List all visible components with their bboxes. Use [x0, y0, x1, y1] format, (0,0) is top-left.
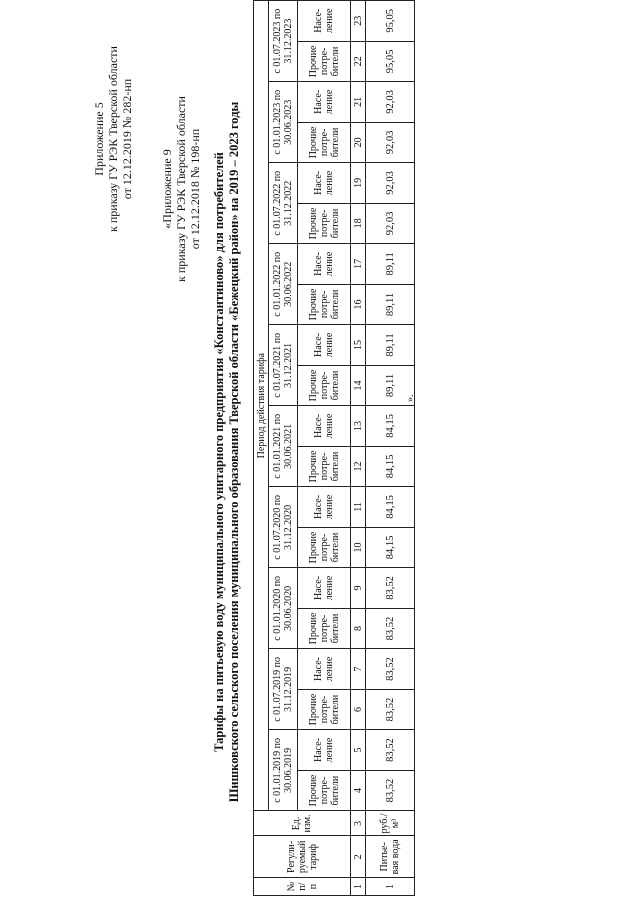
- tariff-value-15: 92,03: [366, 203, 415, 244]
- sub-header-population-5: Насе-ление: [298, 406, 351, 446]
- sub-header-other-3: Прочие потре-бители: [298, 608, 351, 649]
- tariff-value-19: 95,05: [366, 41, 415, 82]
- period-header-10: с 01.07.2023 по 31.12.2023: [269, 1, 298, 82]
- tariff-value-6: 83,52: [366, 568, 415, 608]
- sub-header-other-8: Прочие потре-бители: [298, 203, 351, 244]
- column-number-12: 12: [351, 446, 366, 487]
- tariff-value-14: 89,11: [366, 244, 415, 284]
- sub-header-other-2: Прочие потре-бители: [298, 689, 351, 730]
- annex-5-line-2: к приказу ГУ РЭК Тверской области: [106, 46, 120, 232]
- table-header-row-2: [269, 1, 298, 896]
- document-title-line-2: Шишковского сельского поселения муниципального образования Тверской области «Бежецкий район» на 2019 – 2023 годы: [227, 101, 241, 803]
- closing-quote: ».: [405, 394, 416, 402]
- column-number-1: 1: [351, 878, 366, 896]
- tariff-value-18: 92,03: [366, 82, 415, 122]
- table-row: [366, 1, 415, 896]
- sub-header-population-7: Насе-ление: [298, 244, 351, 284]
- period-header-7: с 01.01.2022 по 30.06.2022: [269, 244, 298, 325]
- period-header-3: с 01.01.2020 по 30.06.2020: [269, 568, 298, 649]
- sub-header-other-6: Прочие потре-бители: [298, 365, 351, 406]
- header-no: № п/п: [254, 878, 351, 896]
- sub-header-population-1: Насе-ление: [298, 730, 351, 770]
- sub-header-population-4: Насе-ление: [298, 487, 351, 527]
- column-number-20: 20: [351, 122, 366, 163]
- header-tariff: Регули-руемый тариф: [254, 836, 351, 878]
- column-number-2: 2: [351, 836, 366, 878]
- sub-header-population-8: Насе-ление: [298, 163, 351, 203]
- period-header-4: с 01.07.2020 по 31.12.2020: [269, 487, 298, 568]
- annex-9-line-1: «Приложение 9: [160, 149, 174, 229]
- column-number-18: 18: [351, 203, 366, 244]
- sub-header-population-6: Насе-ление: [298, 325, 351, 365]
- tariff-value-1: 83,52: [366, 770, 415, 811]
- sub-header-population-9: Насе-ление: [298, 82, 351, 122]
- document-title-line-1: Тарифы на питьевую воду муниципального унитарного предприятия «Константиново» для потребителей: [212, 152, 226, 752]
- column-number-7: 7: [351, 649, 366, 689]
- column-number-3: 3: [351, 811, 366, 836]
- column-number-6: 6: [351, 689, 366, 730]
- tariff-value-17: 92,03: [366, 122, 415, 163]
- tariff-value-11: 89,11: [366, 365, 415, 406]
- column-number-5: 5: [351, 730, 366, 770]
- tariff-value-9: 84,15: [366, 446, 415, 487]
- tariff-value-3: 83,52: [366, 689, 415, 730]
- period-header-6: с 01.07.2021 по 31.12.2021: [269, 325, 298, 406]
- tariff-value-2: 83,52: [366, 730, 415, 770]
- sub-header-other-10: Прочие потре-бители: [298, 41, 351, 82]
- tariff-value-20: 95,05: [366, 1, 415, 42]
- tariff-value-5: 83,52: [366, 608, 415, 649]
- column-number-23: 23: [351, 1, 366, 42]
- sub-header-other-5: Прочие потре-бители: [298, 446, 351, 487]
- table-number-row: [351, 1, 366, 896]
- period-header-9: с 01.01.2023 по 30.06.2023: [269, 82, 298, 163]
- annex-5-header: [92, 24, 134, 254]
- tariff-value-13: 89,11: [366, 284, 415, 325]
- column-number-22: 22: [351, 41, 366, 82]
- annex-9-line-2: к приказу ГУ РЭК Тверской области: [174, 96, 188, 282]
- sub-header-other-9: Прочие потре-бители: [298, 122, 351, 163]
- sub-header-population-3: Насе-ление: [298, 568, 351, 608]
- tariff-value-16: 92,03: [366, 163, 415, 203]
- tariff-value-10: 84,15: [366, 406, 415, 446]
- table-header-row-3: [298, 1, 351, 896]
- column-number-10: 10: [351, 527, 366, 568]
- tariff-value-8: 84,15: [366, 487, 415, 527]
- column-number-4: 4: [351, 770, 366, 811]
- row-no: 1: [366, 878, 415, 896]
- period-header-8: с 01.07.2022 по 31.12.2022: [269, 163, 298, 244]
- tariff-value-4: 83,52: [366, 649, 415, 689]
- column-number-16: 16: [351, 284, 366, 325]
- period-header-5: с 01.01.2021 по 30.06.2021: [269, 406, 298, 487]
- sub-header-other-7: Прочие потре-бители: [298, 284, 351, 325]
- sub-header-other-1: Прочие потре-бители: [298, 770, 351, 811]
- row-unit: руб./м³: [366, 811, 415, 836]
- header-period: Период действия тарифа: [254, 1, 269, 811]
- row-name: Питье-вая вода: [366, 836, 415, 878]
- column-number-14: 14: [351, 365, 366, 406]
- tariff-value-12: 89,11: [366, 325, 415, 365]
- annex-9-header: [160, 64, 202, 314]
- column-number-13: 13: [351, 406, 366, 446]
- column-number-9: 9: [351, 568, 366, 608]
- column-number-15: 15: [351, 325, 366, 365]
- sub-header-other-4: Прочие потре-бители: [298, 527, 351, 568]
- annex-9-line-3: от 12.12.2018 № 198-нп: [188, 128, 202, 250]
- tariff-table: [253, 0, 415, 896]
- period-header-2: с 01.07.2019 по 31.12.2019: [269, 649, 298, 730]
- header-unit: Ед. изм.: [254, 811, 351, 836]
- column-number-11: 11: [351, 487, 366, 527]
- period-header-1: с 01.01.2019 по 30.06.2019: [269, 730, 298, 811]
- sub-header-population-10: Насе-ление: [298, 1, 351, 42]
- column-number-21: 21: [351, 82, 366, 122]
- sub-header-population-2: Насе-ление: [298, 649, 351, 689]
- tariff-value-7: 84,15: [366, 527, 415, 568]
- annex-5-line-1: Приложение 5: [92, 102, 106, 176]
- table-header-row-1: [254, 1, 269, 896]
- column-number-19: 19: [351, 163, 366, 203]
- column-number-17: 17: [351, 244, 366, 284]
- annex-5-line-3: от 12.12.2019 № 282-нп: [120, 78, 134, 200]
- column-number-8: 8: [351, 608, 366, 649]
